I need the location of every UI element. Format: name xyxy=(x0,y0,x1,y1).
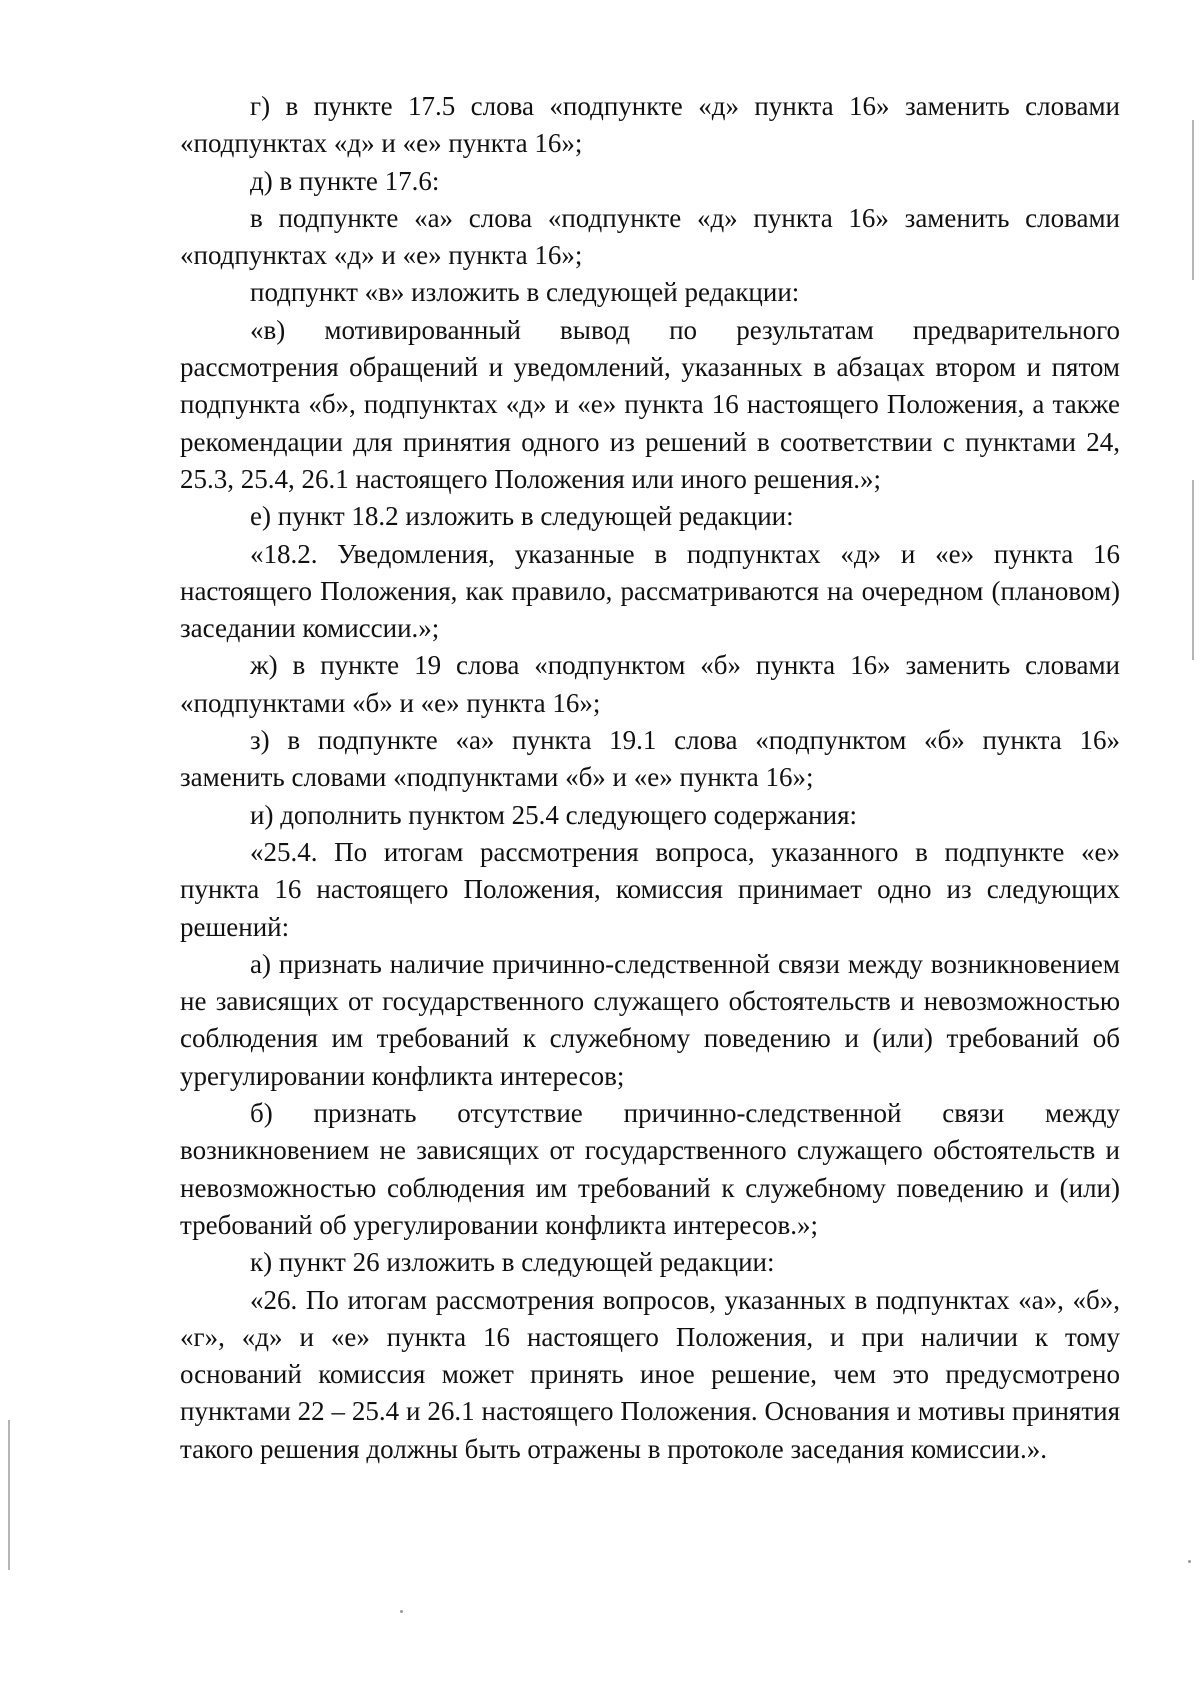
paragraph-15: «26. По итогам рассмотрения вопросов, указанных в подпунктах «а», «б», «г», «д» и «е» пункта 16 настоящего Положения, и при наличии к тому оснований комиссия может принять иное решение, чем это предусмотрено пунктами 22 – 25.4 и 26.1 настоящего Положения. Основания и мотивы принятия такого решения должны быть отражены в протоколе заседания комиссии.». xyxy=(180,1284,1120,1464)
document-body xyxy=(180,88,1120,1468)
paragraph-4: подпункт «в» изложить в следующей редакции: xyxy=(250,277,800,308)
paragraph-9: з) в подпункте «а» пункта 19.1 слова «подпунктом «б» пункта 16» заменить словами «подпунктами «б» и «е» пункта 16»; xyxy=(180,725,1120,793)
paragraph-3: в подпункте «а» слова «подпункте «д» пункта 16» заменить словами «подпунктах «д» и «е» пункта 16»; xyxy=(180,202,1120,271)
paragraph-5: «в) мотивированный вывод по результатам предварительного рассмотрения обращений и уведомлений, указанных в абзацах втором и пятом подпункта «б», подпунктах «д» и «е» пункта 16 настоящего Положения, а также рекомендации для принятия одного из решений в соответствии с пунктами 24, 25.3, 25.4, 26.1 настоящего Положения или иного решения.»; xyxy=(180,314,1120,494)
paragraph-2: д) в пункте 17.6: xyxy=(250,165,440,196)
paragraph-7: «18.2. Уведомления, указанные в подпунктах «д» и «е» пункта 16 настоящего Положения, как правило, рассматриваются на очередном (плановом) заседании комиссии.»; xyxy=(180,538,1120,644)
paragraph-14: к) пункт 26 изложить в следующей редакции: xyxy=(250,1247,775,1278)
paragraph-10: и) дополнить пунктом 25.4 следующего содержания: xyxy=(250,799,857,830)
paragraph-1: г) в пункте 17.5 слова «подпункте «д» пункта 16» заменить словами «подпунктах «д» и «е» пункта 16»; xyxy=(180,91,1120,159)
paragraph-6: е) пункт 18.2 изложить в следующей редакции: xyxy=(250,501,794,532)
paragraph-8: ж) в пункте 19 слова «подпунктом «б» пункта 16» заменить словами «подпунктами «б» и «е» пункта 16»; xyxy=(180,650,1120,718)
scan-edge-line-right-mid xyxy=(1192,480,1194,660)
paragraph-13: б) признать отсутствие причинно-следственной связи между возникновением не зависящих от государственного служащего обстоятельств и невозможностью соблюдения им требований к служебному поведению и (или) требований об урегулировании конфликта интересов.»; xyxy=(180,1098,1120,1240)
scan-speck xyxy=(1188,1560,1191,1563)
scan-edge-line-left-bottom xyxy=(8,1420,10,1570)
scan-speck-small xyxy=(400,1610,403,1613)
paragraph-11: «25.4. По итогам рассмотрения вопроса, указанного в подпункте «е» пункта 16 настоящего Положения, комиссия принимает одно из следующих решений: xyxy=(180,836,1120,942)
scan-edge-line-right-top xyxy=(1192,120,1194,280)
paragraph-12: а) признать наличие причинно-следственной связи между возникновением не зависящих от государственного служащего обстоятельств и невозможностью соблюдения им требований к служебному поведению и (или) требований об урегулировании конфликта интересов; xyxy=(180,948,1120,1091)
